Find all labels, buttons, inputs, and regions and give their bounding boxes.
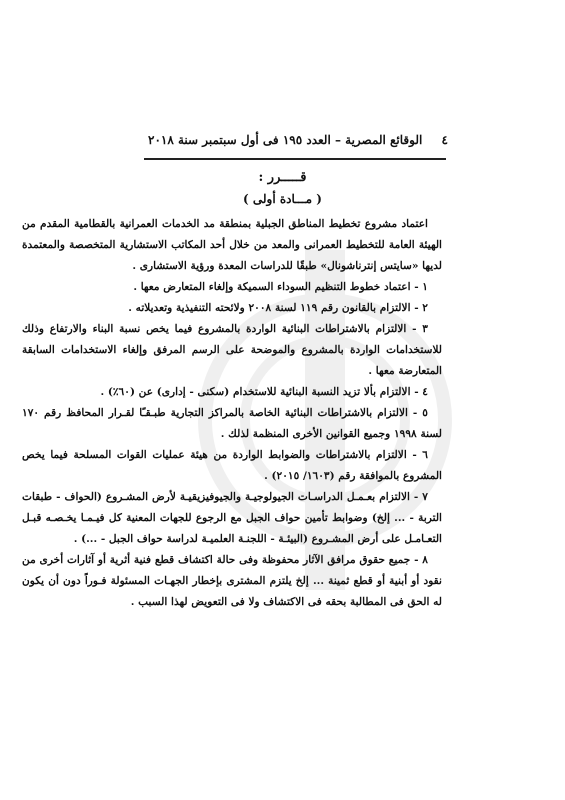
header-divider xyxy=(144,158,446,160)
clause-3: ٣ - الالتزام بالاشتراطات البنائية الواردة بالمشروع فيما يخص نسبة البناء والارتفاع وذلك للاستخدامات الواردة بالمشروع والموضحة على الرسم المرفق وإلغاء الاستخدامات السابقة المتعارضة معها . xyxy=(22,323,442,377)
page-header xyxy=(148,128,448,152)
clause-7: ٧ - الالتزام بعـمـل الدراسـات الجيولوجيـة والجيوفيزيقيـة لأرض المشـروع (الحواف - طبقات التربة - ... إلخ) وضوابط تأمين حواف الجبل مع الرجوع للجهات المعنية كل فيـمـا يخـصـه قبـل التعـامـل على أرض المشـروع (البيئـة - اللجنـة العلميـة لدراسة حواف الجبل - ...) . xyxy=(22,491,442,545)
clause-5: ٥ - الالتزام بالاشتراطات البنائية الخاصة بالمراكز التجارية طبـقـًا لقـرار المحافظ رقم ١٧٠ لسنة ١٩٩٨ وجميع القوانين الأخرى المنظمة لذلك . xyxy=(22,407,442,440)
clause-1: ١ - اعتماد خطوط التنظيم السوداء السميكة وإلغاء المتعارض معها . xyxy=(133,281,428,293)
clause-8: ٨ - جميع حقوق مرافق الآثار محفوظة وفى حالة اكتشاف قطع فنية أثرية أو آثارات أخرى من نقود أو أبنية أو قطع ثمينة ... إلخ يلتزم المشترى بإخطار الجهـات المسئولة فـوراً دون أن يكون له الحق فى المطالبة بحقه فى الاكتشاف ولا فى التعويض لهذا السبب . xyxy=(22,554,442,608)
decree-title: قـــــرر : xyxy=(258,170,307,185)
article-title: ( مـــادة أولى ) xyxy=(243,192,322,206)
decree-body xyxy=(22,214,442,613)
intro-paragraph: اعتماد مشروع تخطيط المناطق الجبلية بمنطقة مد الخدمات العمرانية بالقطامية المقدم من الهيئة العامة للتخطيط العمرانى والمعد من خلال أحد المكاتب الاستشارية المتخصصة والمعتمدة لديها «سايتس إنترناشونال» طبقًا للدراسات المعدة ورؤية الاستشارى . xyxy=(22,218,442,272)
clause-6: ٦ - الالتزام بالاشتراطات والضوابط الواردة من هيئة عمليات القوات المسلحة فيما يخص المشروع بالموافقة رقم (١٦٠٣/ ٢٠١٥) . xyxy=(22,449,442,482)
running-title: الوقائع المصرية – العدد ١٩٥ فى أول سبتمبر سنة ٢٠١٨ xyxy=(148,133,423,147)
clause-4: ٤ - الالتزام بألا تزيد النسبة البنائية للاستخدام (سكنى - إدارى) عن (٦٠٪) . xyxy=(100,386,428,398)
page-number: ٤ xyxy=(441,133,448,147)
clause-2: ٢ - الالتزام بالقانون رقم ١١٩ لسنة ٢٠٠٨ ولائحته التنفيذية وتعديلاته . xyxy=(128,302,428,314)
